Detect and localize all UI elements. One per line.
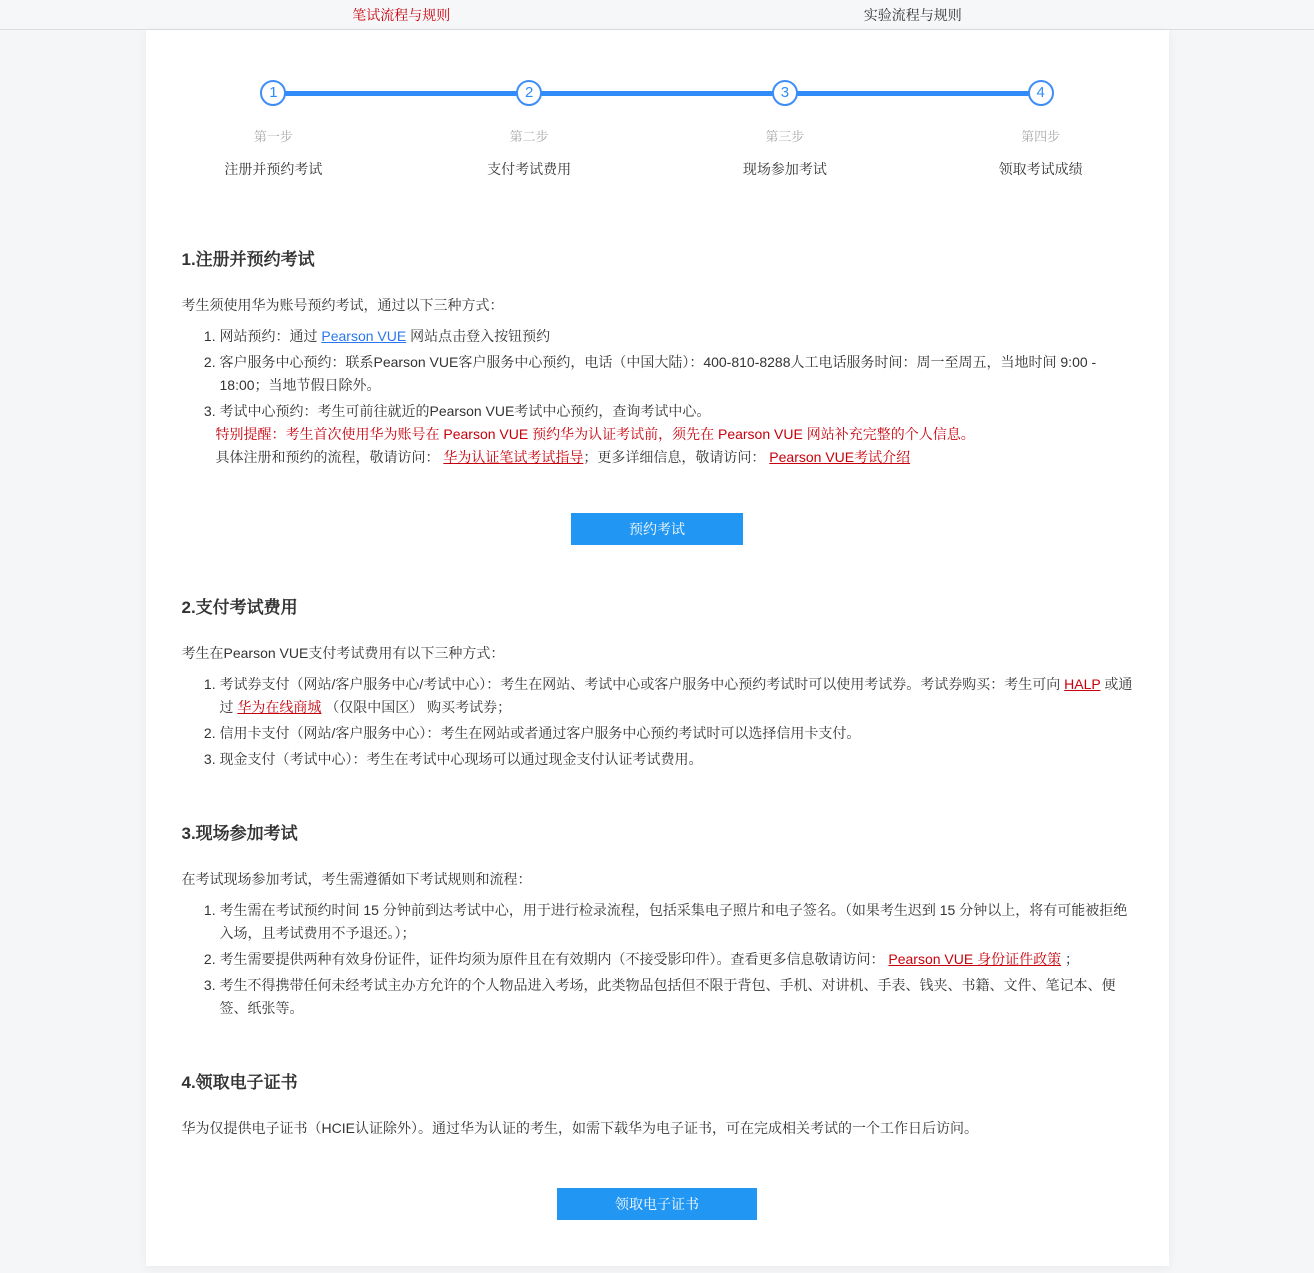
book-exam-button[interactable]: 预约考试 — [571, 513, 743, 545]
register-guide-note — [182, 446, 1133, 469]
step-2-label: 第二步 — [509, 129, 549, 144]
list-item — [220, 325, 1133, 348]
list-item: 1. 考生需在考试预约时间 15 分钟前到达考试中心，用于进行检录流程，包括采集电子照片和电子签名。（如果考生迟到 15 分钟以上，将有可能被拒绝入场，且考试费用不予退还。）； — [220, 899, 1133, 945]
tab-lab-exam[interactable]: 实验流程与规则 — [863, 6, 962, 23]
step-1-label: 第一步 — [253, 129, 293, 144]
text-run: 网站点击登入按钮预约 — [406, 328, 551, 344]
step-3-name: 现场参加考试 — [742, 161, 827, 177]
step-4-label: 第四步 — [1021, 129, 1061, 144]
list-item — [220, 673, 1133, 719]
step-1 — [146, 80, 402, 179]
section-certificate-heading: 4.领取电子证书 — [181, 1073, 298, 1092]
register-method-list — [182, 325, 1133, 423]
list-item — [220, 948, 1133, 971]
content-card — [146, 30, 1169, 1266]
list-item: 3. 考试中心预约：考生可前往就近的Pearson VUE考试中心预约，查询考试中心。 — [220, 400, 1133, 423]
text-run: 具体注册和预约的流程，敬请访问： — [215, 449, 444, 465]
payment-method-list — [182, 673, 1133, 771]
step-3-label: 第三步 — [765, 129, 805, 144]
section-onsite — [182, 819, 1133, 1020]
step-2 — [401, 80, 657, 179]
text-run: 考试券支付（网站/客户服务中心/考试中心）：考生在网站、考试中心或客户服务中心预约考试时可以使用考试券。考试券购买：考生可向 — [219, 676, 1065, 692]
written-exam-guide-link[interactable]: 华为认证笔试考试指导 — [443, 449, 584, 465]
section-payment-intro: 考生在Pearson VUE支付考试费用有以下三种方式： — [181, 645, 505, 661]
step-1-circle: 1 — [260, 80, 286, 106]
section-certificate — [182, 1068, 1133, 1220]
step-2-name: 支付考试费用 — [487, 161, 572, 177]
list-item: 3. 现金支付（考试中心）：考生在考试中心现场可以通过现金支付认证考试费用。 — [220, 748, 1133, 771]
step-4-circle: 4 — [1028, 80, 1054, 106]
section-register — [182, 245, 1133, 545]
onsite-rule-list — [182, 899, 1133, 1020]
tab-written-exam[interactable]: 笔试流程与规则 — [352, 6, 451, 23]
special-reminder-text: 特别提醒：考生首次使用华为账号在 Pearson VUE 预约华为认证考试前，须先在 Pearson VUE 网站补充完整的个人信息。 — [215, 426, 975, 442]
section-onsite-heading: 3.现场参加考试 — [181, 824, 298, 843]
tab-bar-inner — [146, 0, 1169, 29]
section-payment-heading: 2.支付考试费用 — [181, 598, 298, 617]
tab-bar — [0, 0, 1314, 30]
step-3 — [657, 80, 913, 179]
step-2-circle: 2 — [516, 80, 542, 106]
pearson-vue-link[interactable]: Pearson VUE — [321, 328, 407, 344]
section-payment — [182, 593, 1133, 771]
section-certificate-text: 华为仅提供电子证书（HCIE认证除外）。通过华为认证的考生，如需下载华为电子证书，可在完成相关考试的一个工作日后访问。 — [181, 1120, 978, 1136]
pearson-vue-exam-intro-link[interactable]: Pearson VUE考试介绍 — [769, 449, 911, 465]
text-run: ； — [1061, 951, 1079, 967]
id-policy-link[interactable]: Pearson VUE 身份证件政策 — [888, 951, 1062, 967]
text-run: ；更多详细信息，敬请访问： — [583, 449, 770, 465]
text-run: （仅限中国区） 购买考试券； — [321, 699, 512, 715]
step-1-name: 注册并预约考试 — [224, 161, 323, 177]
huawei-online-store-link[interactable]: 华为在线商城 — [237, 699, 322, 715]
exam-stepper — [146, 30, 1169, 179]
list-item: 3. 考生不得携带任何未经考试主办方允许的个人物品进入考场，此类物品包括但不限于背包、手机、对讲机、手表、钱夹、书籍、文件、笔记本、便签、纸张等。 — [220, 974, 1133, 1020]
step-3-circle: 3 — [772, 80, 798, 106]
step-4 — [913, 80, 1169, 179]
text-run: 或通过 — [219, 676, 1133, 715]
text-run: 考生需要提供两种有效身份证件，证件均须为原件且在有效期内（不接受影印件）。查看更多信息敬请访问： — [219, 951, 889, 967]
text-run: 网站预约：通过 — [219, 328, 322, 344]
section-register-heading: 1.注册并预约考试 — [181, 250, 315, 269]
section-onsite-intro: 在考试现场参加考试，考生需遵循如下考试规则和流程： — [181, 871, 532, 887]
get-certificate-button[interactable]: 领取电子证书 — [557, 1188, 757, 1220]
list-item: 2. 信用卡支付（网站/客户服务中心）：考生在网站或者通过客户服务中心预约考试时可以选择信用卡支付。 — [220, 722, 1133, 745]
stepper-steps — [146, 80, 1169, 179]
step-4-name: 领取考试成绩 — [998, 161, 1083, 177]
list-item: 2. 客户服务中心预约：联系Pearson VUE客户服务中心预约，电话（中国大陆）：400-810-8288人工电话服务时间：周一至周五，当地时间 9:00 - 18:00；当地节假日除外。 — [220, 351, 1133, 397]
section-register-intro: 考生须使用华为账号预约考试，通过以下三种方式： — [181, 297, 504, 313]
halp-link[interactable]: HALP — [1064, 676, 1101, 692]
